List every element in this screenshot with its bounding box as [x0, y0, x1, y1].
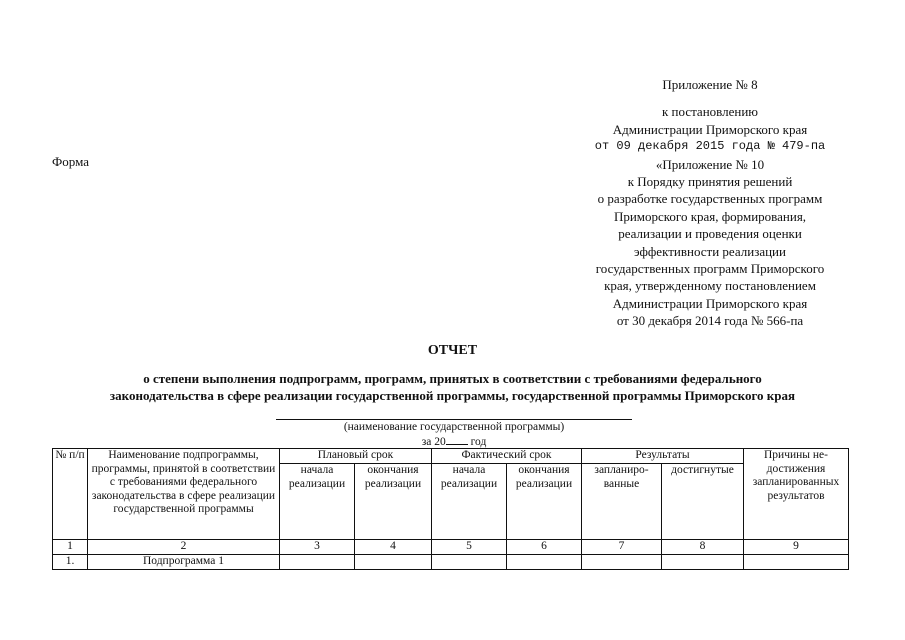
- column-number: 1: [53, 540, 88, 555]
- appendix-line: эффективности реализации: [634, 243, 786, 259]
- appendix-line: Администрации Приморского края: [612, 295, 808, 311]
- appendix-line: о разработке государственных программ: [597, 191, 823, 207]
- header-res-planned: запланиро-ванные: [582, 464, 662, 540]
- row-cell: [582, 554, 662, 569]
- appendix-line: реализации и проведения оценки: [618, 226, 802, 242]
- column-number: 2: [88, 540, 280, 555]
- column-number: 6: [507, 540, 582, 555]
- row-cell: [280, 554, 355, 569]
- row-cell: [507, 554, 582, 569]
- table-row: [53, 554, 849, 569]
- appendix-line: Администрации Приморского края: [612, 121, 808, 137]
- column-number: 9: [744, 540, 849, 555]
- appendix-line: от 30 декабря 2014 года № 566-па: [616, 313, 804, 329]
- subtitle-line-1: о степени выполнения подпрограмм, программ, принятых в соответствии с требованиями федерального: [143, 371, 762, 386]
- header-fact-end: окончания реализации: [507, 464, 582, 540]
- header-fact: Фактический срок: [432, 449, 582, 464]
- report-title: ОТЧЕТ: [427, 343, 478, 358]
- column-number: 4: [355, 540, 432, 555]
- header-results: Результаты: [582, 449, 744, 464]
- program-name-line: [276, 419, 632, 420]
- year-blank: [446, 434, 468, 445]
- column-numbers-row: [53, 540, 849, 555]
- appendix-number: Приложение № 8: [662, 77, 758, 92]
- header-res-achieved: достигнутые: [662, 464, 744, 540]
- year-prefix: за 20: [421, 436, 446, 448]
- row-cell: [662, 554, 744, 569]
- column-number: 8: [662, 540, 744, 555]
- row-number: 1.: [53, 554, 88, 569]
- header-plan: Плановый срок: [280, 449, 432, 464]
- appendix-line: Приморского края, формирования,: [613, 208, 807, 224]
- row-cell: [744, 554, 849, 569]
- year-suffix: год: [470, 436, 487, 448]
- appendix-line: к Порядку принятия решений: [627, 174, 793, 190]
- header-no: № п/п: [53, 449, 88, 540]
- report-table: [52, 448, 849, 570]
- row-cell: [355, 554, 432, 569]
- header-name: Наименование подпрограммы, программы, принятой в соответствии с требованиями федерального законодательства в сфере реализации государственной программы: [88, 449, 280, 540]
- header-reasons: Причины не-достижения запланированных результатов: [744, 449, 849, 540]
- report-year: [276, 434, 632, 448]
- appendix-line: «Приложение № 10: [655, 156, 765, 172]
- form-label: Форма: [52, 154, 89, 169]
- subtitle-line-2: законодательства в сфере реализации государственной программы, государственной программы Приморского края: [109, 388, 796, 403]
- appendix-line: государственных программ Приморского: [595, 261, 825, 277]
- appendix-line: к постановлению: [661, 104, 759, 120]
- report-subtitle: [40, 370, 865, 404]
- header-fact-start: начала реализации: [432, 464, 507, 540]
- column-number: 5: [432, 540, 507, 555]
- row-name: Подпрограмма 1: [88, 554, 280, 569]
- column-number: 3: [280, 540, 355, 555]
- header-plan-end: окончания реализации: [355, 464, 432, 540]
- row-cell: [432, 554, 507, 569]
- appendix-line-decree: от 09 декабря 2015 года № 479-па: [594, 139, 826, 154]
- column-number: 7: [582, 540, 662, 555]
- header-plan-start: начала реализации: [280, 464, 355, 540]
- appendix-line: края, утвержденному постановлением: [604, 278, 816, 294]
- appendix-block: [575, 76, 845, 330]
- program-name-caption: (наименование государственной программы): [343, 421, 565, 433]
